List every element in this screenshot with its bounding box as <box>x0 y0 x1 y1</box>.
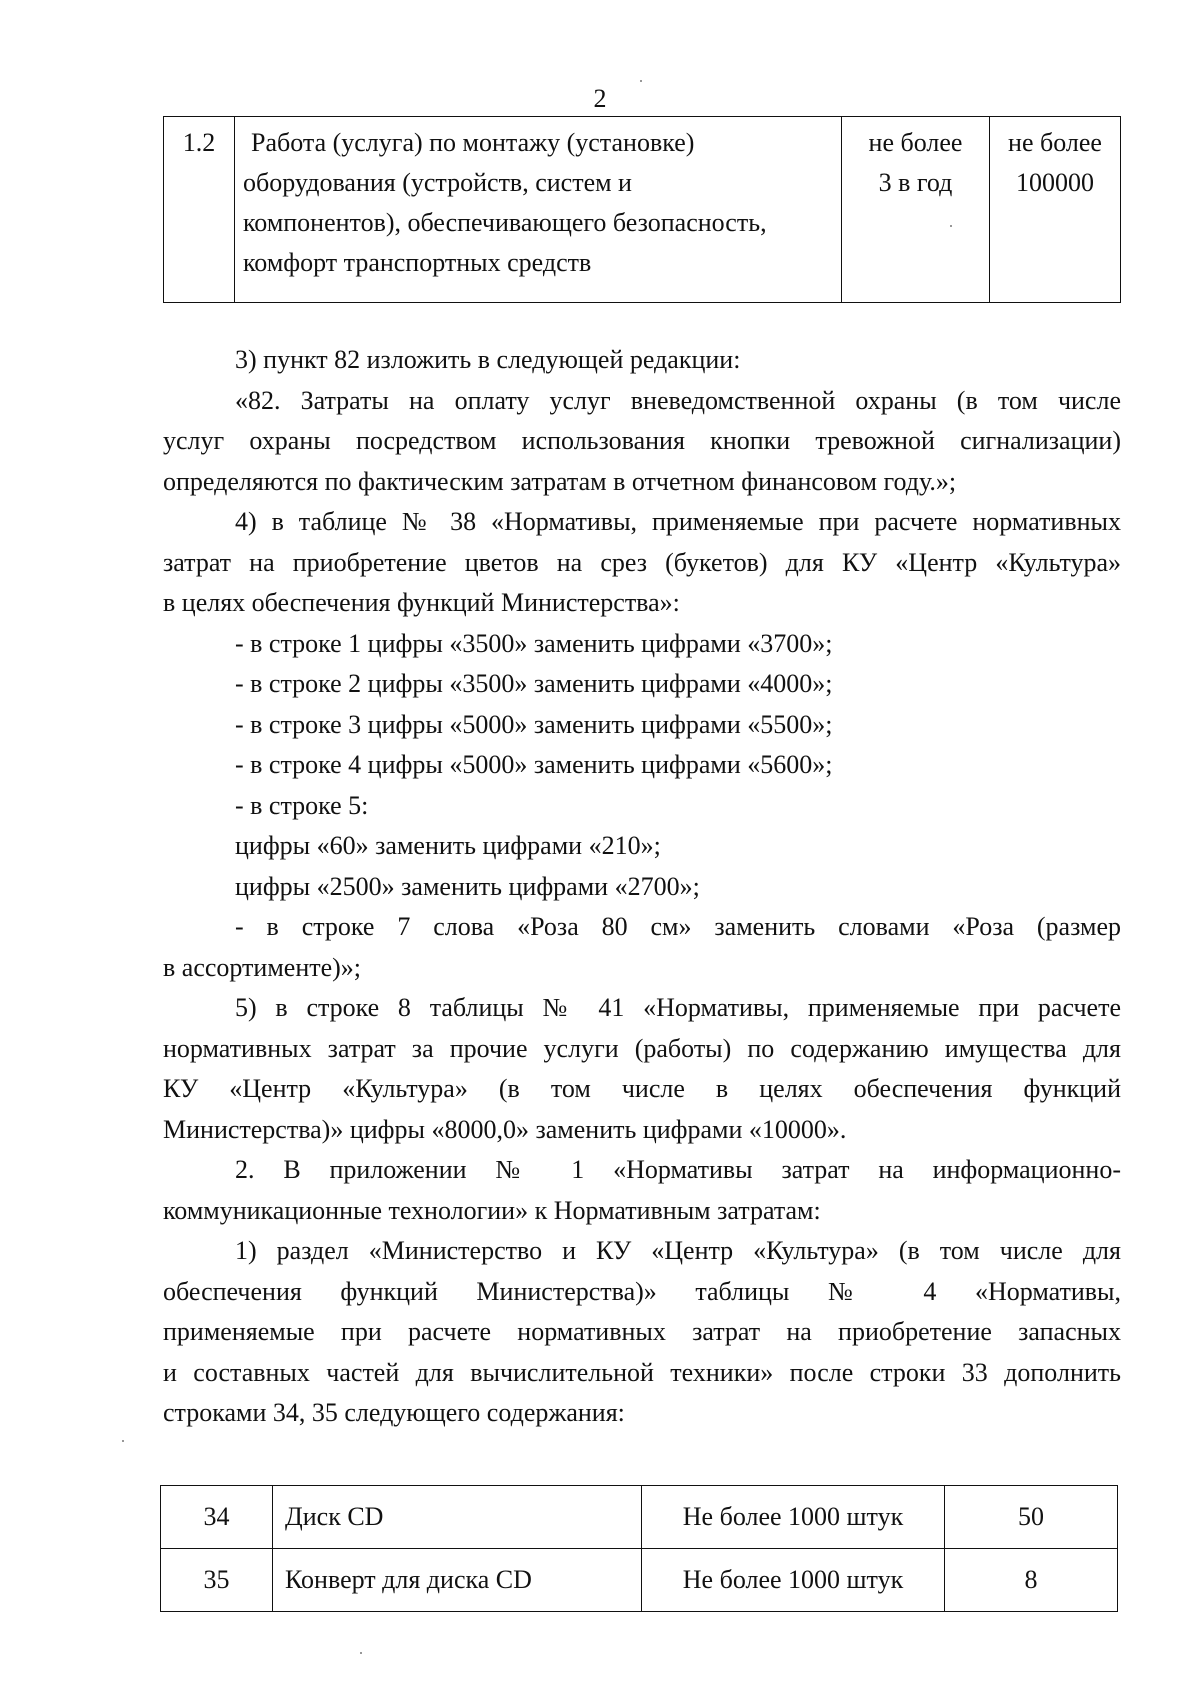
text-line: 4) в таблице № 38 «Нормативы, применяемые при расчете нормативных <box>235 507 1121 536</box>
row-number-cell: 35 <box>161 1549 273 1612</box>
list-item: цифры «2500» заменить цифрами «2700»; <box>235 871 700 901</box>
text-line: строками 34, 35 следующего содержания: <box>163 1398 625 1427</box>
row-price-cell: 50 <box>945 1486 1118 1549</box>
paragraph-82 <box>163 381 1121 503</box>
frequency-line: 3 в год <box>878 168 953 197</box>
top-table <box>163 116 1121 303</box>
list-item: цифры «60» заменить цифрами «210»; <box>235 831 661 860</box>
list-item-7 <box>163 907 1121 988</box>
paragraph-item-5 <box>163 988 1121 1150</box>
text-line: и составных частей для вычислительной техники» после строки 33 дополнить <box>163 1357 1121 1387</box>
text-line: применяемые при расчете нормативных затрат на приобретение запасных <box>163 1317 1121 1346</box>
list-item: - в строке 1 цифры «3500» заменить цифрами «3700»; <box>235 628 833 658</box>
name-line: компонентов), обеспечивающего безопасность, <box>243 208 767 237</box>
text-line: в целях обеспечения функций Министерства»: <box>163 588 680 617</box>
text-line: «82. Затраты на оплату услуг вневедомственной охраны (в том числе <box>235 385 1121 415</box>
list-item: - в строке 5: <box>235 790 369 820</box>
bottom-table <box>160 1485 1118 1612</box>
text-line: услуг охраны посредством использования кнопки тревожной сигнализации) <box>163 426 1121 455</box>
scan-speck <box>640 80 642 82</box>
section-2 <box>163 1150 1121 1231</box>
table-row <box>164 117 1121 303</box>
text-line: нормативных затрат за прочие услуги (работы) по содержанию имущества для <box>163 1033 1121 1063</box>
price-line: 100000 <box>1016 168 1094 197</box>
text-line: определяются по фактическим затратам в отчетном финансовом году.»; <box>163 466 957 496</box>
row-number-cell: 34 <box>161 1486 273 1549</box>
text-line: коммуникационные технологии» к Нормативным затратам: <box>163 1195 821 1225</box>
table-row <box>161 1549 1118 1612</box>
document-body <box>163 340 1121 1434</box>
text-line: - в строке 7 слова «Роза 80 см» заменить словами «Роза (размер <box>235 912 1121 941</box>
page-number: 2 <box>593 84 607 113</box>
row-price-cell <box>990 117 1121 303</box>
section-2-item-1 <box>163 1231 1121 1434</box>
text-line: затрат на приобретение цветов на срез (букетов) для КУ «Центр «Культура» <box>163 547 1121 577</box>
name-line: Работа (услуга) по монтажу (установке) <box>251 128 695 157</box>
row-number-cell: 1.2 <box>164 117 235 303</box>
paragraph-item-4 <box>163 502 1121 624</box>
price-line: не более <box>1008 128 1102 157</box>
frequency-line: не более <box>868 128 963 157</box>
name-line: оборудования (устройств, систем и <box>243 168 632 197</box>
text-line: КУ «Центр «Культура» (в том числе в целях обеспечения функций <box>163 1074 1121 1103</box>
row-name-cell: Диск CD <box>273 1486 642 1549</box>
list-item: - в строке 3 цифры «5000» заменить цифрами «5500»; <box>235 709 833 739</box>
paragraph-item-3: 3) пункт 82 изложить в следующей редакции: <box>235 345 741 374</box>
text-line: в ассортименте)»; <box>163 952 362 982</box>
row-price-cell: 8 <box>945 1549 1118 1612</box>
text-line: 2. В приложении № 1 «Нормативы затрат на информационно- <box>235 1155 1121 1184</box>
row-quantity-cell: Не более 1000 штук <box>642 1549 945 1612</box>
list-item: - в строке 4 цифры «5000» заменить цифрами «5600»; <box>235 750 833 779</box>
list-item: - в строке 2 цифры «3500» заменить цифрами «4000»; <box>235 669 833 698</box>
row-quantity-cell: Не более 1000 штук <box>642 1486 945 1549</box>
row-name-cell: Конверт для диска CD <box>273 1549 642 1612</box>
text-line: 1) раздел «Министерство и КУ «Центр «Культура» (в том числе для <box>235 1236 1121 1265</box>
row-name-cell <box>235 117 842 303</box>
text-line: обеспечения функций Министерства)» таблицы № 4 «Нормативы, <box>163 1276 1121 1306</box>
scan-speck <box>950 225 952 227</box>
text-line: Министерства)» цифры «8000,0» заменить цифрами «10000». <box>163 1114 847 1144</box>
scan-speck <box>360 1652 362 1654</box>
text-line: 5) в строке 8 таблицы № 41 «Нормативы, применяемые при расчете <box>235 993 1121 1022</box>
table-row <box>161 1486 1118 1549</box>
row-frequency-cell <box>842 117 990 303</box>
name-line: комфорт транспортных средств <box>243 248 592 277</box>
scan-speck <box>122 1440 124 1442</box>
